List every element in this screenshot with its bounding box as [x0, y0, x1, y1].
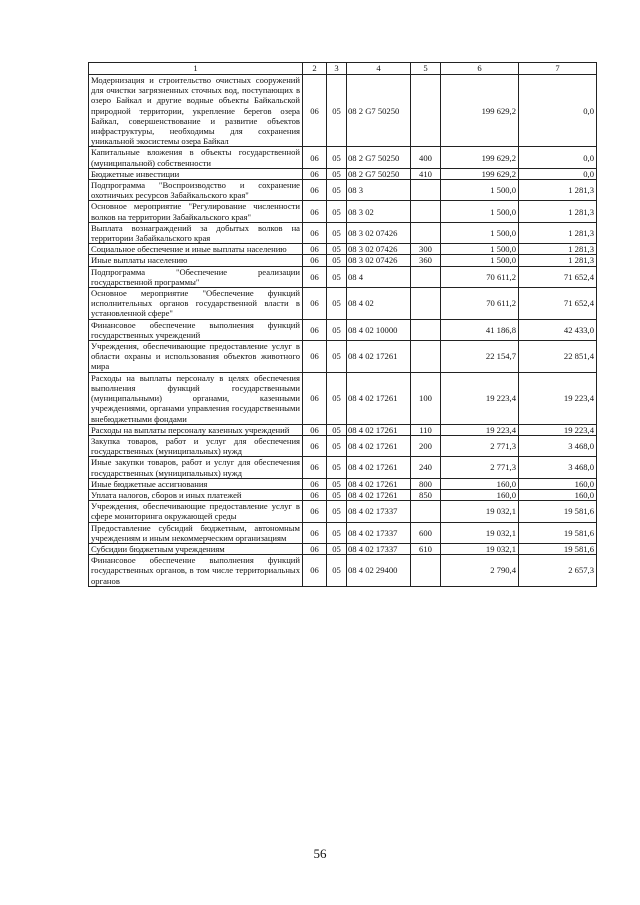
row-amount-2: 19 581,6	[519, 543, 597, 554]
row-amount-2: 0,0	[519, 147, 597, 168]
row-target-article: 08 3	[347, 180, 411, 201]
row-expense-type	[411, 75, 441, 147]
table-row	[89, 543, 597, 554]
row-amount-2: 160,0	[519, 489, 597, 500]
row-section: 06	[303, 222, 327, 243]
row-target-article: 08 4 02	[347, 288, 411, 320]
row-name: Расходы на выплаты персоналу казенных учреждений	[89, 424, 303, 435]
row-expense-type: 240	[411, 457, 441, 478]
row-amount-2: 19 581,6	[519, 522, 597, 543]
row-amount-1: 199 629,2	[441, 75, 519, 147]
row-amount-1: 1 500,0	[441, 222, 519, 243]
row-expense-type	[411, 222, 441, 243]
row-amount-1: 1 500,0	[441, 244, 519, 255]
table-row	[89, 147, 597, 168]
row-subsection: 05	[327, 522, 347, 543]
row-section: 06	[303, 457, 327, 478]
table-row	[89, 522, 597, 543]
row-amount-2: 2 657,3	[519, 555, 597, 587]
row-target-article: 08 4 02 17261	[347, 489, 411, 500]
row-subsection: 05	[327, 255, 347, 266]
row-section: 06	[303, 147, 327, 168]
table-row	[89, 501, 597, 522]
row-subsection: 05	[327, 489, 347, 500]
col-header-amount-1: 6	[441, 63, 519, 75]
row-name: Социальное обеспечение и иные выплаты населению	[89, 244, 303, 255]
row-amount-1: 19 032,1	[441, 543, 519, 554]
row-amount-1: 22 154,7	[441, 341, 519, 373]
row-name: Основное мероприятие "Регулирование численности волков на территории Забайкальского края"	[89, 201, 303, 222]
col-header-amount-2: 7	[519, 63, 597, 75]
row-subsection: 05	[327, 222, 347, 243]
row-name: Выплата вознаграждений за добытых волков на территории Забайкальского края	[89, 222, 303, 243]
row-name: Подпрограмма "Обеспечение реализации государственной программы"	[89, 266, 303, 287]
row-target-article: 08 4 02 17261	[347, 341, 411, 373]
row-expense-type	[411, 341, 441, 373]
row-amount-1: 1 500,0	[441, 201, 519, 222]
row-amount-1: 199 629,2	[441, 168, 519, 179]
row-amount-2: 1 281,3	[519, 201, 597, 222]
row-expense-type	[411, 501, 441, 522]
row-section: 06	[303, 478, 327, 489]
table-row	[89, 478, 597, 489]
row-subsection: 05	[327, 244, 347, 255]
row-target-article: 08 4 02 17337	[347, 501, 411, 522]
row-expense-type: 110	[411, 424, 441, 435]
header-row	[89, 63, 597, 75]
col-header-name: 1	[89, 63, 303, 75]
row-amount-2: 0,0	[519, 75, 597, 147]
row-amount-2: 19 223,4	[519, 424, 597, 435]
row-subsection: 05	[327, 543, 347, 554]
row-name: Иные выплаты населению	[89, 255, 303, 266]
table-row	[89, 201, 597, 222]
row-name: Капитальные вложения в объекты государственной (муниципальной) собственности	[89, 147, 303, 168]
row-target-article: 08 2 G7 50250	[347, 147, 411, 168]
col-header-pr: 3	[327, 63, 347, 75]
row-expense-type	[411, 266, 441, 287]
row-expense-type	[411, 555, 441, 587]
row-amount-1: 160,0	[441, 489, 519, 500]
row-subsection: 05	[327, 478, 347, 489]
table-row	[89, 435, 597, 456]
row-target-article: 08 4 02 10000	[347, 319, 411, 340]
table-row	[89, 555, 597, 587]
row-amount-1: 70 611,2	[441, 266, 519, 287]
row-amount-1: 2 771,3	[441, 457, 519, 478]
row-target-article: 08 2 G7 50250	[347, 168, 411, 179]
table-row	[89, 75, 597, 147]
row-amount-2: 1 281,3	[519, 255, 597, 266]
row-name: Предоставление субсидий бюджетным, автономным учреждениям и иным некоммерческим организациям	[89, 522, 303, 543]
row-target-article: 08 4 02 29400	[347, 555, 411, 587]
row-subsection: 05	[327, 457, 347, 478]
row-amount-2: 1 281,3	[519, 222, 597, 243]
table-row	[89, 319, 597, 340]
row-amount-1: 199 629,2	[441, 147, 519, 168]
row-target-article: 08 4 02 17261	[347, 435, 411, 456]
row-target-article: 08 4 02 17261	[347, 372, 411, 424]
row-name: Субсидии бюджетным учреждениям	[89, 543, 303, 554]
table-row	[89, 222, 597, 243]
table-row	[89, 424, 597, 435]
row-amount-1: 2 790,4	[441, 555, 519, 587]
row-section: 06	[303, 435, 327, 456]
row-amount-2: 71 652,4	[519, 266, 597, 287]
row-name: Иные бюджетные ассигнования	[89, 478, 303, 489]
row-name: Финансовое обеспечение выполнения функций государственных органов, в том числе территориальных органов	[89, 555, 303, 587]
row-expense-type: 610	[411, 543, 441, 554]
row-section: 06	[303, 255, 327, 266]
col-header-csr: 4	[347, 63, 411, 75]
row-section: 06	[303, 266, 327, 287]
row-subsection: 05	[327, 75, 347, 147]
row-expense-type: 410	[411, 168, 441, 179]
table-row	[89, 180, 597, 201]
row-subsection: 05	[327, 147, 347, 168]
table-row	[89, 288, 597, 320]
row-amount-2: 3 468,0	[519, 457, 597, 478]
row-target-article: 08 4 02 17337	[347, 543, 411, 554]
row-amount-2: 160,0	[519, 478, 597, 489]
row-section: 06	[303, 180, 327, 201]
row-expense-type	[411, 288, 441, 320]
row-name: Расходы на выплаты персоналу в целях обеспечения выполнения функций государственными (муниципальными) органами, казенными учреждениями, органами управления государственными внебюджетными фондами	[89, 372, 303, 424]
row-subsection: 05	[327, 435, 347, 456]
row-subsection: 05	[327, 555, 347, 587]
row-amount-2: 0,0	[519, 168, 597, 179]
budget-table	[88, 62, 597, 587]
row-expense-type	[411, 201, 441, 222]
row-section: 06	[303, 555, 327, 587]
row-amount-1: 19 032,1	[441, 501, 519, 522]
row-amount-1: 19 032,1	[441, 522, 519, 543]
row-target-article: 08 4	[347, 266, 411, 287]
row-amount-1: 2 771,3	[441, 435, 519, 456]
row-section: 06	[303, 75, 327, 147]
table-row	[89, 266, 597, 287]
row-section: 06	[303, 489, 327, 500]
row-target-article: 08 3 02 07426	[347, 222, 411, 243]
row-amount-2: 22 851,4	[519, 341, 597, 373]
row-expense-type	[411, 319, 441, 340]
row-name: Учреждения, обеспечивающие предоставление услуг в сфере мониторинга окружающей среды	[89, 501, 303, 522]
table-row	[89, 457, 597, 478]
row-target-article: 08 3 02 07426	[347, 244, 411, 255]
row-expense-type: 850	[411, 489, 441, 500]
row-section: 06	[303, 168, 327, 179]
row-name: Финансовое обеспечение выполнения функций государственных учреждений	[89, 319, 303, 340]
row-amount-2: 71 652,4	[519, 288, 597, 320]
row-subsection: 05	[327, 201, 347, 222]
row-amount-1: 41 186,8	[441, 319, 519, 340]
row-target-article: 08 4 02 17261	[347, 478, 411, 489]
row-amount-1: 19 223,4	[441, 372, 519, 424]
row-section: 06	[303, 522, 327, 543]
row-target-article: 08 4 02 17261	[347, 457, 411, 478]
row-amount-2: 42 433,0	[519, 319, 597, 340]
row-name: Закупка товаров, работ и услуг для обеспечения государственных (муниципальных) нужд	[89, 435, 303, 456]
row-expense-type: 400	[411, 147, 441, 168]
row-section: 06	[303, 244, 327, 255]
row-target-article: 08 4 02 17261	[347, 424, 411, 435]
row-section: 06	[303, 501, 327, 522]
row-target-article: 08 4 02 17337	[347, 522, 411, 543]
row-expense-type: 600	[411, 522, 441, 543]
row-name: Основное мероприятие "Обеспечение функций исполнительных органов государственной власти в установленной сфере"	[89, 288, 303, 320]
row-amount-2: 19 581,6	[519, 501, 597, 522]
row-target-article: 08 2 G7 50250	[347, 75, 411, 147]
row-subsection: 05	[327, 288, 347, 320]
row-amount-1: 160,0	[441, 478, 519, 489]
row-section: 06	[303, 372, 327, 424]
row-target-article: 08 3 02 07426	[347, 255, 411, 266]
table-row	[89, 341, 597, 373]
row-name: Учреждения, обеспечивающие предоставление услуг в области охраны и использования объектов животного мира	[89, 341, 303, 373]
row-target-article: 08 3 02	[347, 201, 411, 222]
col-header-rz: 2	[303, 63, 327, 75]
col-header-vr: 5	[411, 63, 441, 75]
table-row	[89, 244, 597, 255]
row-section: 06	[303, 543, 327, 554]
table-row	[89, 372, 597, 424]
row-amount-2: 19 223,4	[519, 372, 597, 424]
row-subsection: 05	[327, 319, 347, 340]
row-amount-2: 3 468,0	[519, 435, 597, 456]
row-subsection: 05	[327, 501, 347, 522]
row-section: 06	[303, 288, 327, 320]
row-amount-1: 70 611,2	[441, 288, 519, 320]
row-expense-type: 360	[411, 255, 441, 266]
row-amount-1: 1 500,0	[441, 255, 519, 266]
row-name: Уплата налогов, сборов и иных платежей	[89, 489, 303, 500]
row-name: Подпрограмма "Воспроизводство и сохранение охотничьих ресурсов Забайкальского края"	[89, 180, 303, 201]
row-name: Иные закупки товаров, работ и услуг для обеспечения государственных (муниципальных) нужд	[89, 457, 303, 478]
row-section: 06	[303, 319, 327, 340]
row-section: 06	[303, 424, 327, 435]
row-subsection: 05	[327, 266, 347, 287]
row-name: Бюджетные инвестиции	[89, 168, 303, 179]
row-section: 06	[303, 341, 327, 373]
row-subsection: 05	[327, 372, 347, 424]
page-number: 56	[313, 846, 327, 861]
row-expense-type	[411, 180, 441, 201]
row-amount-1: 19 223,4	[441, 424, 519, 435]
row-amount-1: 1 500,0	[441, 180, 519, 201]
row-section: 06	[303, 201, 327, 222]
row-amount-2: 1 281,3	[519, 244, 597, 255]
table-row	[89, 168, 597, 179]
row-name: Модернизация и строительство очистных сооружений для очистки загрязненных сточных вод, поступающих в озеро Байкал и другие водные объекты Байкальской природной территории, укрепление берегов озера Байкал, совершенствование и развитие объектов инфраструктуры, необходимы для сохранения уникальной экосистемы озера Байкал	[89, 75, 303, 147]
row-subsection: 05	[327, 180, 347, 201]
row-expense-type: 200	[411, 435, 441, 456]
row-expense-type: 100	[411, 372, 441, 424]
row-subsection: 05	[327, 341, 347, 373]
row-amount-2: 1 281,3	[519, 180, 597, 201]
row-subsection: 05	[327, 168, 347, 179]
table-row	[89, 255, 597, 266]
row-expense-type: 800	[411, 478, 441, 489]
table-row	[89, 489, 597, 500]
row-expense-type: 300	[411, 244, 441, 255]
row-subsection: 05	[327, 424, 347, 435]
